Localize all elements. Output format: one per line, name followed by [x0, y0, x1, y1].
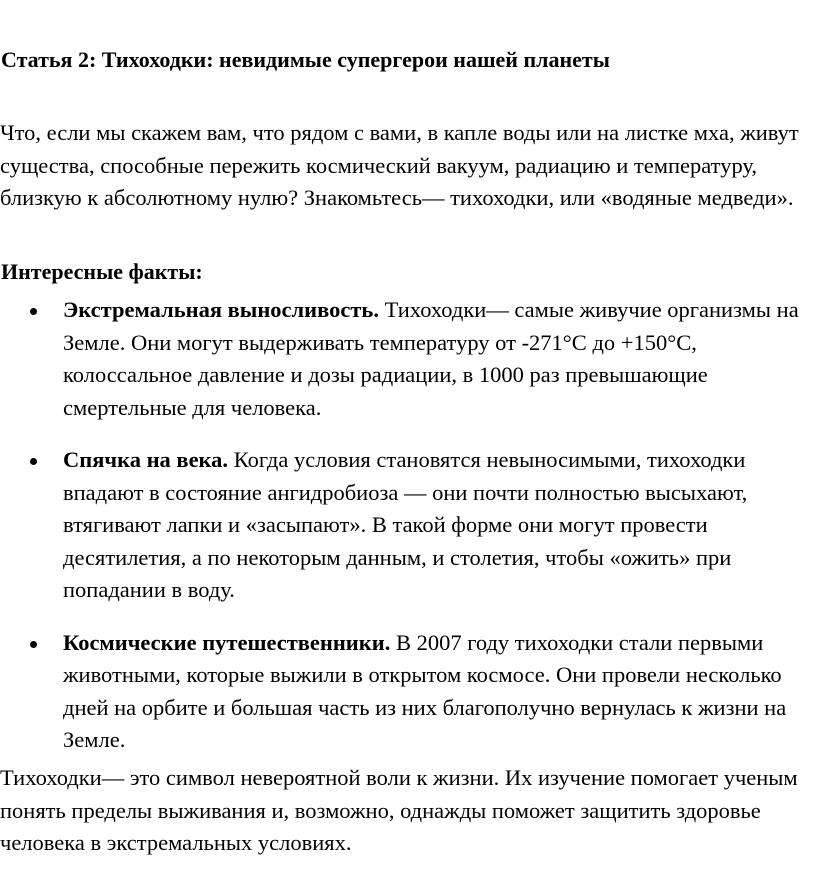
intro-paragraph: Что, если мы скажем вам, что рядом с вами, в капле воды или на листке мха, живут существа, способные пережить космический вакуум, радиацию и температуру, близкую к абсолютному нулю? Знакомьтесь— тихоходки, или «водяные медведи». — [0, 120, 799, 210]
bullet-icon — [30, 641, 37, 648]
fact-text: Когда условия становятся невыносимыми, тихоходки впадают в состояние ангидробиоза — они почти полностью высыхают, втягивают лапки и «засыпают». В такой форме они могут провести десятилетия, а по некоторым данным, и столетия, чтобы «ожить» при попадании в воду. — [63, 447, 748, 602]
fact-title: Экстремальная выносливость. — [63, 297, 379, 322]
fact-item-hibernation — [0, 444, 816, 607]
fact-text: Тихоходки— самые живучие организмы на Земле. Они могут выдерживать температуру от -271°C до +150°C, колоссальное давление и дозы радиации, в 1000 раз превышающие смертельные для человека. — [63, 297, 799, 420]
outro-paragraph: Тихоходки— это символ невероятной воли к жизни. Их изучение помогает ученым понять пределы выживания и, возможно, однажды поможет защитить здоровье человека в экстремальных условиях. — [0, 765, 798, 855]
bullet-icon — [30, 308, 37, 315]
facts-heading: Интересные факты: — [1, 259, 203, 284]
article-title: Статья 2: Тихоходки: невидимые супергерои нашей планеты — [1, 47, 610, 72]
fact-title: Космические путешественники. — [63, 629, 391, 655]
bullet-icon — [30, 458, 37, 465]
fact-item-endurance — [0, 294, 816, 424]
fact-text: В 2007 году тихоходки стали первыми животными, которые выжили в открытом космосе. Они провели несколько дней на орбите и большая часть из них благополучно вернулась к жизни на Земле. — [63, 629, 787, 752]
fact-item-space — [0, 627, 816, 757]
facts-list — [0, 294, 816, 777]
fact-title: Спячка на века. — [63, 447, 229, 472]
